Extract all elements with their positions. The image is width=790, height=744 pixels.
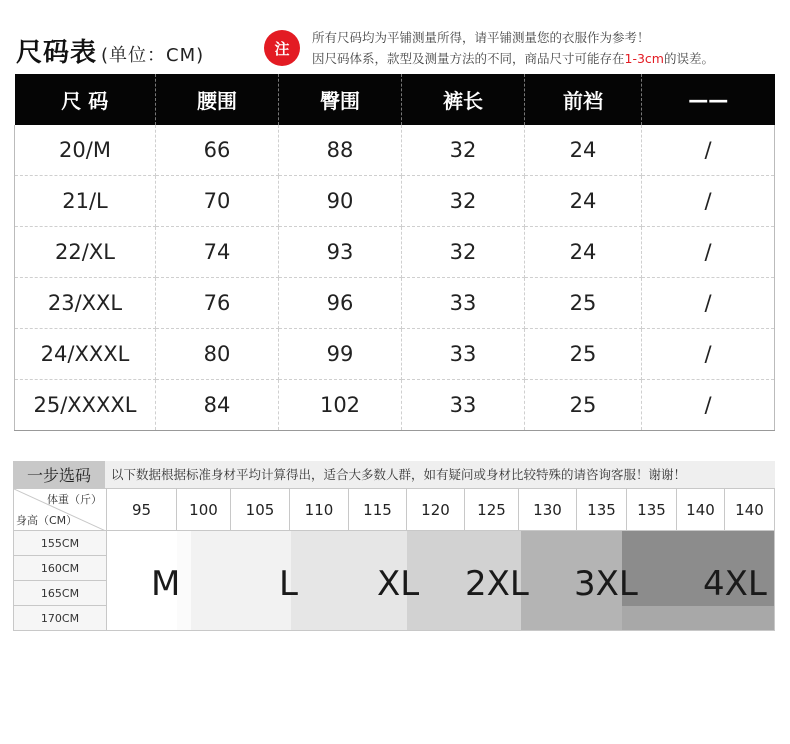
table-cell: 93 xyxy=(279,227,402,278)
size-table xyxy=(14,74,775,431)
table-cell: 84 xyxy=(156,380,279,431)
table-cell: 24 xyxy=(525,176,642,227)
table-cell: 24 xyxy=(525,125,642,176)
weight-cell: 100 xyxy=(177,488,231,531)
table-cell: 21/L xyxy=(15,176,156,227)
weight-cell: 125 xyxy=(465,488,519,531)
note-line-2: 因尺码体系，款型及测量方法的不同，商品尺寸可能存在1-3cm的误差。 xyxy=(312,51,714,66)
weight-cell: 120 xyxy=(407,488,465,531)
header-waist: 腰围 xyxy=(156,74,279,125)
size-label-l: L xyxy=(279,564,298,604)
table-cell: / xyxy=(642,380,775,431)
table-cell: 23/XXL xyxy=(15,278,156,329)
table-row xyxy=(15,125,775,176)
page-title: 尺码表 (单位：CM) xyxy=(16,38,205,68)
table-cell: 25 xyxy=(525,278,642,329)
table-cell: 25/XXXXL xyxy=(15,380,156,431)
table-row xyxy=(15,176,775,227)
weight-cell: 140 xyxy=(725,488,775,531)
size-guide xyxy=(13,461,775,631)
weight-cell: 135 xyxy=(627,488,677,531)
table-cell: 70 xyxy=(156,176,279,227)
unit-label: (单位：CM) xyxy=(101,45,205,66)
weight-cell: 105 xyxy=(231,488,290,531)
note-badge: 注 xyxy=(264,30,300,66)
table-cell: 32 xyxy=(402,176,525,227)
table-cell: 25 xyxy=(525,329,642,380)
weight-row xyxy=(107,488,775,531)
size-grid xyxy=(107,531,775,631)
table-cell: 74 xyxy=(156,227,279,278)
table-cell: 76 xyxy=(156,278,279,329)
guide-title: 一步选码 xyxy=(13,461,105,488)
table-cell: / xyxy=(642,227,775,278)
table-row xyxy=(15,278,775,329)
table-cell: / xyxy=(642,125,775,176)
note-text xyxy=(312,27,714,69)
zone-4xl-low xyxy=(622,606,775,631)
table-cell: 102 xyxy=(279,380,402,431)
table-row xyxy=(15,380,775,431)
table-cell: 25 xyxy=(525,380,642,431)
table-cell: 90 xyxy=(279,176,402,227)
size-label-xl: XL xyxy=(377,564,420,604)
table-cell: 33 xyxy=(402,329,525,380)
weight-cell: 110 xyxy=(290,488,349,531)
size-label-2xl: 2XL xyxy=(465,564,529,604)
weight-cell: 130 xyxy=(519,488,577,531)
table-cell: 66 xyxy=(156,125,279,176)
table-cell: 24 xyxy=(525,227,642,278)
table-cell: 99 xyxy=(279,329,402,380)
height-cell: 160CM xyxy=(13,556,107,581)
error-range: 1-3cm xyxy=(624,51,664,66)
table-row xyxy=(15,329,775,380)
height-label: 身高（CM） xyxy=(16,514,78,527)
header-length: 裤长 xyxy=(402,74,525,125)
height-cell: 170CM xyxy=(13,606,107,631)
table-cell: 22/XL xyxy=(15,227,156,278)
weight-cell: 140 xyxy=(677,488,725,531)
table-cell: 32 xyxy=(402,125,525,176)
table-cell: 32 xyxy=(402,227,525,278)
size-label-m: M xyxy=(151,564,181,604)
height-column xyxy=(13,531,107,631)
table-cell: 96 xyxy=(279,278,402,329)
header-size: 尺 码 xyxy=(15,74,156,125)
weight-cell: 95 xyxy=(107,488,177,531)
height-cell: 165CM xyxy=(13,581,107,606)
header-hip: 臀围 xyxy=(279,74,402,125)
guide-header xyxy=(13,461,775,489)
table-cell: 24/XXXL xyxy=(15,329,156,380)
table-cell: 80 xyxy=(156,329,279,380)
table-row xyxy=(15,227,775,278)
table-cell: / xyxy=(642,176,775,227)
header-blank: —— xyxy=(642,74,775,125)
guide-description: 以下数据根据标准身材平均计算得出，适合大多数人群，如有疑问或身材比较特殊的请咨询客服！谢谢！ xyxy=(111,467,687,482)
table-cell: 88 xyxy=(279,125,402,176)
table-cell: / xyxy=(642,278,775,329)
weight-cell: 115 xyxy=(349,488,407,531)
header-rise: 前裆 xyxy=(525,74,642,125)
table-cell: 20/M xyxy=(15,125,156,176)
table-cell: / xyxy=(642,329,775,380)
table-cell: 33 xyxy=(402,380,525,431)
size-label-4xl: 4XL xyxy=(703,564,767,604)
table-cell: 33 xyxy=(402,278,525,329)
size-table-header xyxy=(15,74,775,125)
height-cell: 155CM xyxy=(13,531,107,556)
weight-cell: 135 xyxy=(577,488,627,531)
size-label-3xl: 3XL xyxy=(574,564,638,604)
guide-corner xyxy=(13,488,107,531)
note-line-1: 所有尺码均为平铺测量所得，请平铺测量您的衣服作为参考！ xyxy=(312,30,650,45)
weight-label: 体重（斤） xyxy=(47,493,102,506)
